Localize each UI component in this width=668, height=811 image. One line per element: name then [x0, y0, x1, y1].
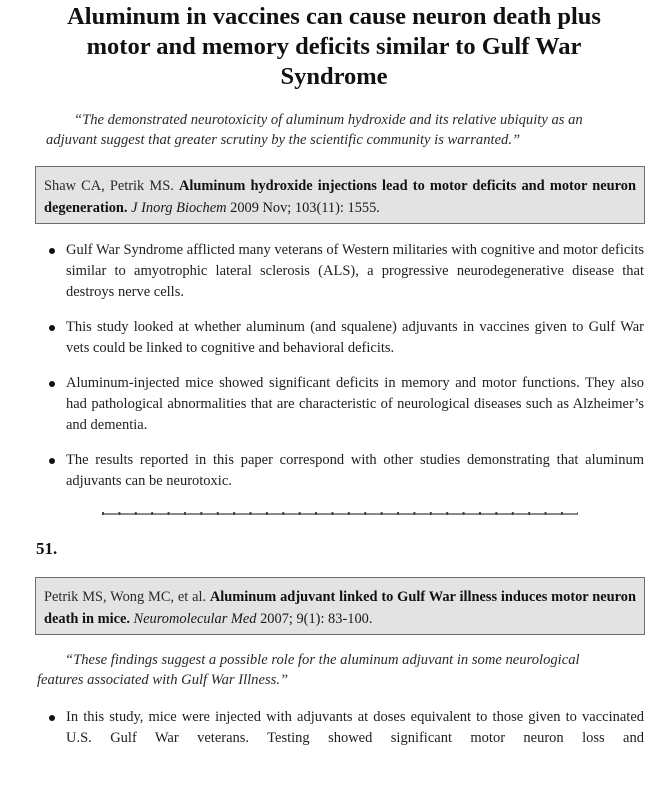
- citation-authors: Petrik MS, Wong MC, et al.: [44, 589, 210, 605]
- page-title: Aluminum in vaccines can cause neuron death plus motor and memory deficits similar to Gulf War Syndrome: [67, 3, 601, 90]
- bullet-icon: [49, 715, 55, 721]
- list-item: In this study, mice were injected with adjuvants at doses equivalent to those given to vaccinated U.S. Gulf War veterans. Testing showed significant motor neuron loss and: [44, 707, 644, 749]
- citation-details: 2007; 9(1): 83-100.: [256, 611, 373, 627]
- bullet-icon: [49, 458, 55, 464]
- summary-list: [44, 707, 644, 763]
- citation-title: Aluminum hydroxide injections lead to motor deficits and motor neuron degeneration.: [44, 178, 636, 216]
- bullet-icon: [49, 248, 55, 254]
- bullet-icon: [49, 381, 55, 387]
- pull-quote: “These findings suggest a possible role for the aluminum adjuvant in some neurological features associated with Gulf War Illness.”: [37, 652, 580, 688]
- citation-details: 2009 Nov; 103(11): 1555.: [226, 200, 380, 216]
- list-item: Aluminum-injected mice showed significant deficits in memory and motor functions. They also had pathological abnormalities that are characteristic of neurological diseases such as Alzheimer’s and dementia.: [44, 373, 644, 436]
- section-divider-ticks: [102, 512, 578, 515]
- pull-quote: “The demonstrated neurotoxicity of aluminum hydroxide and its relative ubiquity as an adjuvant suggest that greater scrutiny by the scientific community is warranted.”: [46, 112, 583, 148]
- bullet-icon: [49, 325, 55, 331]
- section-number: 51.: [36, 539, 58, 558]
- summary-list: [44, 240, 644, 506]
- citation-box: [35, 577, 645, 635]
- citation-title: Aluminum adjuvant linked to Gulf War illness induces motor neuron death in mice.: [44, 589, 636, 627]
- citation-box: [35, 166, 645, 224]
- list-item: This study looked at whether aluminum (and squalene) adjuvants in vaccines given to Gulf War vets could be linked to cognitive and behavioral deficits.: [44, 317, 644, 359]
- citation-journal: Neuromolecular Med: [133, 611, 257, 627]
- citation-journal: J Inorg Biochem: [131, 200, 227, 216]
- list-item: Gulf War Syndrome afflicted many veterans of Western militaries with cognitive and motor deficits similar to amyotrophic lateral sclerosis (ALS), a progressive neurodegenerative disease that destroys nerve cells.: [44, 240, 644, 303]
- citation-authors: Shaw CA, Petrik MS.: [44, 178, 179, 194]
- list-item: The results reported in this paper correspond with other studies demonstrating that aluminum adjuvants can be neurotoxic.: [44, 450, 644, 492]
